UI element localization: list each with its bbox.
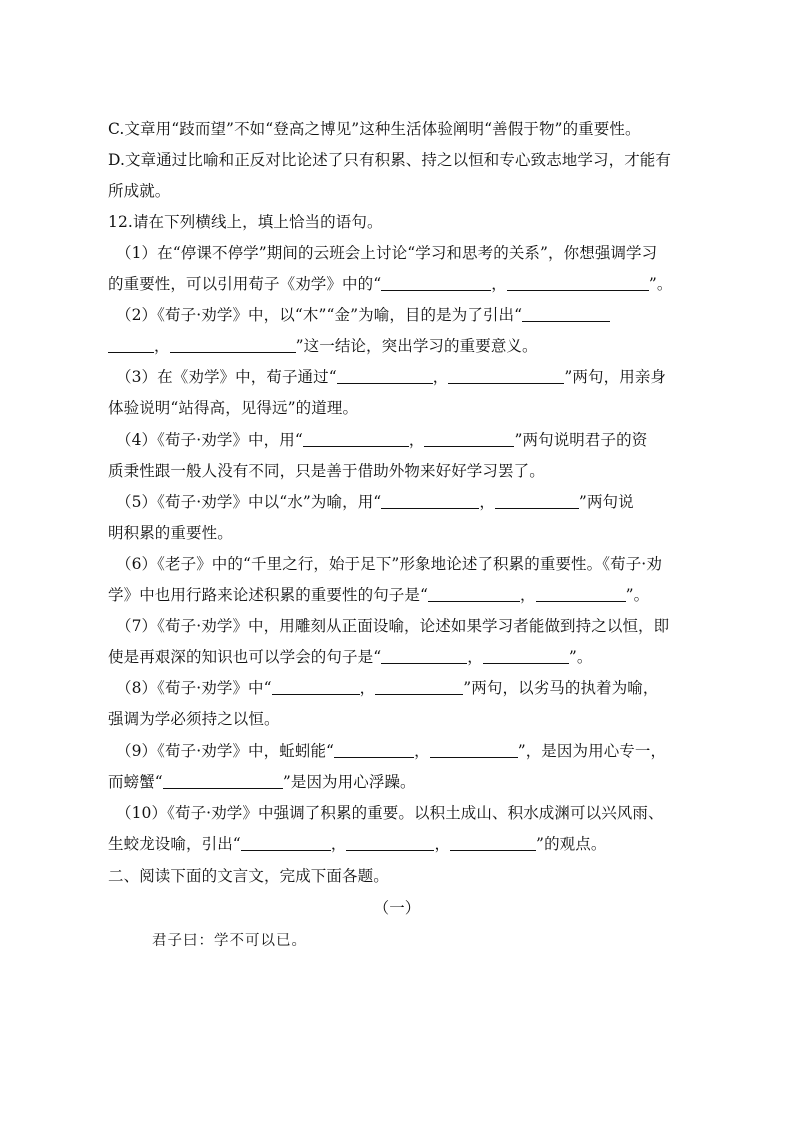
option-d-line2: 所成就。	[108, 182, 171, 200]
answer-blank[interactable]	[272, 678, 360, 695]
separator: ，	[491, 275, 507, 293]
passage-quote: 君子曰：学不可以已。	[152, 933, 307, 949]
answer-blank[interactable]	[337, 367, 433, 384]
item-5-line1	[116, 492, 634, 512]
answer-blank[interactable]	[170, 336, 296, 353]
item-1-line2	[108, 274, 672, 294]
item-7-text: 使是再艰深的知识也可以学会的句子是“	[108, 648, 382, 666]
item-2-end: ”这一结论，突出学习的重要意义。	[295, 337, 538, 355]
answer-blank[interactable]	[381, 647, 467, 664]
item-9-text-2: 而螃蟹“	[108, 773, 163, 791]
answer-blank[interactable]	[507, 274, 649, 291]
item-4-line1	[116, 430, 647, 450]
item-6-line1: （6）《老子》中的“千里之行，始于足下”形象地论述了积累的重要性。《荀子·劝	[116, 555, 662, 573]
separator: ，	[467, 648, 483, 666]
item-1-text: 的重要性，可以引用荀子《劝学》中的“	[108, 275, 382, 293]
separator: ，	[414, 742, 430, 760]
item-2-line1	[116, 305, 610, 325]
item-8-text: （8）《荀子·劝学》中“	[116, 679, 272, 697]
answer-blank[interactable]	[381, 274, 491, 291]
item-9-end: ”，是因为用心专一，	[517, 742, 667, 760]
answer-blank[interactable]	[381, 492, 479, 509]
item-10-line1: （10）《荀子·劝学》中强调了积累的重要。以积土成山、积水成渊可以兴风雨、	[116, 804, 664, 822]
answer-blank[interactable]	[108, 336, 154, 353]
item-5-end: ”两句说	[578, 493, 634, 511]
item-9-end-2: ”是因为用心浮躁。	[282, 773, 416, 791]
option-c: C.文章用“跂而望”不如“登高之博见”这种生活体验阐明“善假于物”的重要性。	[108, 120, 641, 138]
section-2-heading: 二、阅读下面的文言文，完成下面各题。	[108, 867, 389, 885]
option-d-line1: D.文章通过比喻和正反对比论述了只有积累、持之以恒和专心致志地学习，才能有	[108, 151, 672, 169]
item-3-text: （3）在《劝学》中，荀子通过“	[116, 368, 337, 386]
answer-blank[interactable]	[303, 430, 409, 447]
separator: ，	[520, 586, 536, 604]
item-2-line2	[108, 336, 538, 356]
separator: ，	[359, 679, 376, 697]
item-10-end: ”的观点。	[536, 835, 607, 853]
item-5-text: （5）《荀子·劝学》中以“水”为喻，用“	[116, 493, 382, 511]
answer-blank[interactable]	[334, 741, 414, 758]
answer-blank[interactable]	[495, 492, 579, 509]
item-1-end: ”。	[648, 275, 673, 293]
item-7-end: ”。	[568, 648, 593, 666]
separator: ，	[479, 493, 495, 511]
separator: ，	[154, 337, 170, 355]
item-7-line1: （7）《荀子·劝学》中，用雕刻从正面设喻，论述如果学习者能做到持之以恒，即	[116, 617, 670, 635]
item-8-line1	[116, 678, 659, 698]
answer-blank[interactable]	[428, 585, 520, 602]
item-4-end: ”两句说明君子的资	[514, 431, 648, 449]
item-6-line2	[108, 585, 649, 605]
answer-blank[interactable]	[346, 834, 434, 851]
separator: ，	[330, 835, 347, 853]
question-12-title: 12.请在下列横线上，填上恰当的语句。	[108, 213, 383, 231]
item-9-line1	[116, 741, 666, 761]
item-3-line1	[116, 367, 666, 387]
separator: ，	[434, 835, 451, 853]
answer-blank[interactable]	[448, 367, 564, 384]
item-8-line2: 强调为学必须持之以恒。	[108, 710, 280, 728]
item-2-text: （2）《荀子·劝学》中，以“木”“金”为喻，目的是为了引出“	[116, 306, 523, 324]
item-10-line2	[108, 834, 606, 854]
item-9-line2	[108, 772, 416, 792]
answer-blank[interactable]	[375, 678, 463, 695]
item-9-text: （9）《荀子·劝学》中，蚯蚓能“	[116, 742, 335, 760]
item-4-line2: 质秉性跟一般人没有不同，只是善于借助外物来好好学习罢了。	[108, 462, 545, 480]
item-10-text: 生蛟龙设喻，引出“	[108, 835, 241, 853]
item-5-line2: 明积累的重要性。	[108, 524, 233, 542]
item-6-text: 学》中也用行路来论述积累的重要性的句子是“	[108, 586, 429, 604]
part-heading: （一）	[373, 899, 421, 917]
answer-blank[interactable]	[424, 430, 514, 447]
answer-blank[interactable]	[430, 741, 518, 758]
separator: ，	[408, 431, 425, 449]
item-4-text: （4）《荀子·劝学》中，用“	[116, 431, 303, 449]
item-7-line2	[108, 647, 592, 667]
item-8-end: ”两句，以劣马的执着为喻，	[463, 679, 659, 697]
item-1-line1: （1）在“停课不停学”期间的云班会上讨论“学习和思考的关系”，你想强调学习	[116, 244, 658, 262]
answer-blank[interactable]	[483, 647, 569, 664]
item-3-line2: 体验说明“站得高，见得远”的道理。	[108, 399, 359, 417]
item-6-end: ”。	[625, 586, 650, 604]
answer-blank[interactable]	[522, 305, 610, 322]
answer-blank[interactable]	[163, 772, 283, 789]
item-3-end: ”两句，用亲身	[564, 368, 667, 386]
separator: ，	[432, 368, 449, 386]
answer-blank[interactable]	[536, 585, 626, 602]
answer-blank[interactable]	[241, 834, 331, 851]
answer-blank[interactable]	[450, 834, 536, 851]
